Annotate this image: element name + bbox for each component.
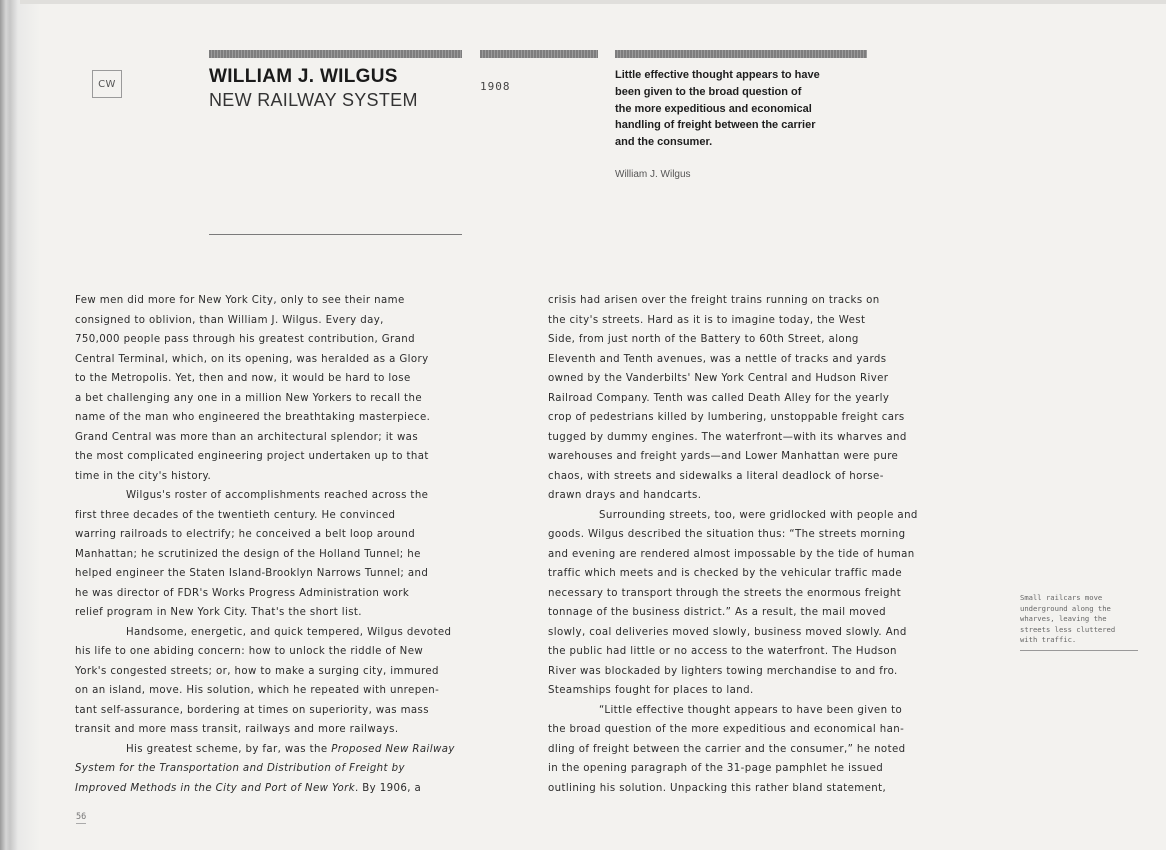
pull-quote-line: the more expeditious and economical [615,102,812,115]
body-line-text: . By 1906, a [355,782,422,794]
article-year: 1908 [480,80,511,93]
body-line [75,779,530,799]
body-line: first three decades of the twentieth century. He convinced [75,509,396,521]
body-line: Handsome, energetic, and quick tempered, Wilgus devoted [126,626,452,638]
body-line: the broad question of the more expeditious and economical han- [548,724,905,735]
caption-line: wharves, leaving the [1020,614,1107,623]
article-subtitle: NEW RAILWAY SYSTEM [209,90,418,110]
body-line: the public had little or no access to the waterfront. The Hudson [548,646,897,657]
body-line: Steamships fought for places to land. [548,685,754,696]
body-line: York's congested streets; or, how to make a surging city, immured [75,665,439,677]
year-rule-bar [480,50,598,58]
title-bottom-rule [209,234,462,235]
pull-quote-author: William J. Wilgus [615,169,691,180]
body-line: Central Terminal, which, on its opening, was heralded as a Glory [75,353,429,365]
pull-quote-line: handling of freight between the carrier [615,119,816,132]
body-line: the most complicated engineering project undertaken up to that [75,451,429,462]
body-line: transit and more mass transit, railways and more railways. [75,724,399,735]
body-line: necessary to transport through the streets the enormous freight [548,587,902,599]
body-line: consigned to oblivion, than William J. Wilgus. Every day, [75,314,384,326]
body-line: warehouses and freight yards—and Lower Manhattan were pure [548,451,899,462]
body-line: chaos, with streets and sidewalks a literal deadlock of horse- [548,470,884,482]
body-column-right [548,291,1003,798]
body-line: crisis had arisen over the freight trains running on tracks on [548,295,880,306]
body-line-text: His greatest scheme, by far, was the [126,743,332,755]
body-line: in the opening paragraph of the 31-page pamphlet he issued [548,763,884,774]
category-badge: CW [92,70,122,98]
body-line: a bet challenging any one in a million New Yorkers to recall the [75,392,422,404]
body-line: drawn drays and handcarts. [548,490,702,501]
body-line: he was director of FDR's Works Progress Administration work [75,587,410,599]
body-line: Manhattan; he scrutinized the design of the Holland Tunnel; he [75,548,421,560]
body-line: owned by the Vanderbilts' New York Central and Hudson River [548,373,889,384]
body-line: outlining his solution. Unpacking this rather bland statement, [548,782,887,794]
body-line: 750,000 people pass through his greatest contribution, Grand [75,334,416,345]
body-line: Few men did more for New York City, only to see their name [75,295,405,306]
quote-rule-bar [615,50,867,58]
body-line: his life to one abiding concern: how to unlock the riddle of New [75,646,424,657]
pull-quote-line: Little effective thought appears to have [615,69,820,81]
title-rule-bar [209,50,462,58]
pull-quote-line: been given to the broad question of [615,85,802,98]
body-line: Surrounding streets, too, were gridlocked with people and [599,509,918,521]
body-line [75,740,530,760]
body-line: Eleventh and Tenth avenues, was a nettle of tracks and yards [548,353,887,365]
caption-line: with traffic. [1020,635,1077,644]
body-line: tant self-assurance, bordering at times on superiority, was mass [75,704,429,716]
body-line: name of the man who engineered the breathtaking masterpiece. [75,412,431,423]
caption-rule [1020,650,1138,651]
caption-line: Small railcars move [1020,593,1103,602]
body-line: “Little effective thought appears to have been given to [599,704,903,716]
body-line: traffic which meets and is checked by the vehicular traffic made [548,568,903,579]
body-line: time in the city's history. [75,470,212,482]
body-line: helped engineer the Staten Island-Brooklyn Narrows Tunnel; and [75,568,429,579]
page-top-edge [20,0,1166,4]
body-line: Wilgus's roster of accomplishments reached across the [126,490,429,501]
body-line: warring railroads to electrify; he conceived a belt loop around [75,529,416,540]
body-line: on an island, move. His solution, which he repeated with unrepen- [75,685,440,696]
photo-caption [1020,593,1140,646]
body-line: to the Metropolis. Yet, then and now, it would be hard to lose [75,373,411,384]
body-line: dling of freight between the carrier and the consumer,” he noted [548,743,906,755]
pull-quote [615,67,855,151]
book-title-italic: System for the Transportation and Distribution of Freight by [75,763,405,774]
article-title: WILLIAM J. WILGUS [209,66,398,87]
body-line: tonnage of the business district.” As a result, the mail moved [548,607,887,618]
body-line: Side, from just north of the Battery to 60th Street, along [548,334,859,345]
body-line: Railroad Company. Tenth was called Death Alley for the yearly [548,392,890,404]
body-line: Grand Central was more than an architectural splendor; it was [75,431,419,443]
body-line: goods. Wilgus described the situation thus: “The streets morning [548,529,906,540]
page-number: 56 [76,812,87,822]
book-title-italic: Improved Methods in the City and Port of New York [75,782,356,794]
body-line: the city's streets. Hard as it is to imagine today, the West [548,314,866,326]
body-line: crop of pedestrians killed by lumbering, unstoppable freight cars [548,412,905,423]
body-line [75,759,530,779]
body-line: River was blockaded by lighters towing merchandise to and fro. [548,665,898,677]
body-line: relief program in New York City. That's the short list. [75,607,362,618]
body-column-left [75,291,530,798]
caption-line: streets less cluttered [1020,624,1116,634]
pull-quote-line: and the consumer. [615,136,713,149]
book-title-italic: Proposed New Railway [331,743,455,755]
body-line: tugged by dummy engines. The waterfront—with its wharves and [548,431,907,443]
caption-line: underground along the [1020,603,1111,613]
page-gutter-shadow [0,0,40,850]
body-line: and evening are rendered almost impossable by the tide of human [548,548,915,560]
body-line: slowly, coal deliveries moved slowly, business moved slowly. And [548,626,907,638]
